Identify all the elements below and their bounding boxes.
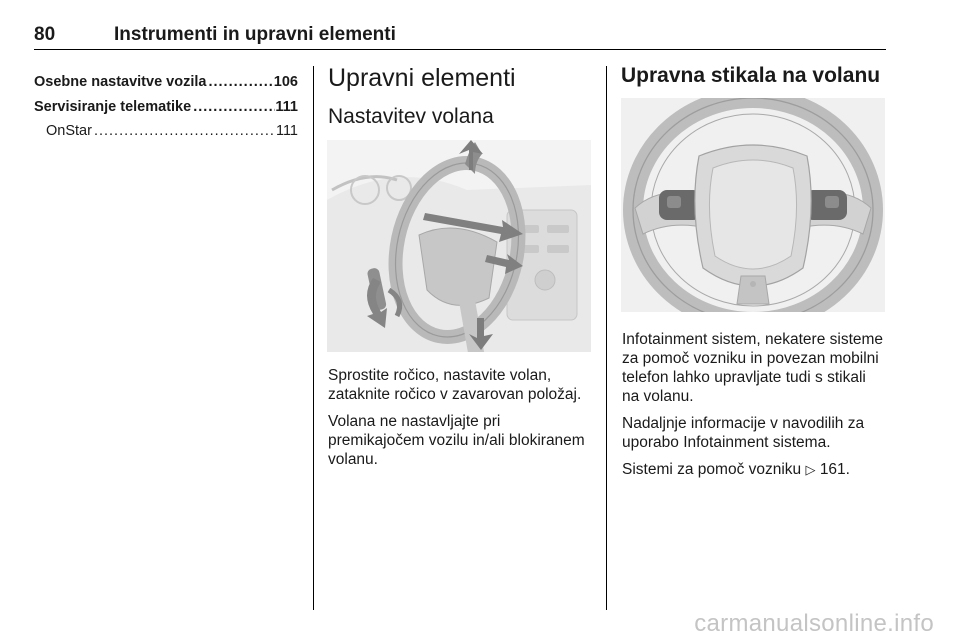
toc-entry-servisiranje-telematike[interactable]	[34, 95, 298, 120]
page-header	[34, 20, 886, 50]
toc-leader-dots	[206, 70, 273, 95]
toc-entry-onstar[interactable]	[34, 120, 298, 142]
paragraph: Nadaljnje informacije v navodilih za uporabo Infotainment sistema.	[622, 415, 865, 451]
paragraph: Infotainment sistem, nekatere sisteme za pomoč vozniku in povezan mobilni telefon lahko upravljate tudi s stikali na volanu.	[622, 331, 884, 405]
toc-leader-dots	[191, 95, 275, 120]
chapter-title: Instrumenti in upravni elementi	[114, 24, 396, 45]
toc-entry-label: OnStar	[46, 123, 92, 139]
cross-reference-label: Sistemi za pomoč vozniku	[622, 461, 802, 478]
toc-entry-osebne-nastavitve[interactable]	[34, 70, 298, 95]
toc-leader-dots	[92, 120, 276, 142]
cross-reference-page: 161.	[819, 461, 850, 478]
steering-adjustment-text	[328, 366, 592, 477]
steering-controls-text	[622, 330, 884, 487]
column-divider-right	[606, 66, 607, 610]
toc-entry-label: Servisiranje telematike	[34, 99, 192, 115]
steering-adjustment-illustration	[327, 140, 591, 352]
toc-entry-page: 111	[275, 99, 298, 115]
toc-entry-page: 106	[273, 74, 298, 90]
header-rule	[34, 49, 886, 50]
triangle-right-outline-icon: ▷	[805, 462, 816, 477]
paragraph: Volana ne nastavljajte pri premikajočem vozilu in/ali blokiranem volanu.	[328, 413, 585, 468]
watermark: carmanualsonline.info	[694, 610, 934, 637]
subsection-heading-steering-adjustment: Nastavitev volana	[328, 105, 494, 128]
section-heading: Upravni elementi	[328, 64, 516, 92]
page-number: 80	[34, 24, 56, 45]
toc-entry-label: Osebne nastavitve vozila	[34, 74, 207, 90]
section-heading-steering-controls: Upravna stikala na volanu	[621, 64, 881, 87]
steering-wheel-controls-illustration	[621, 98, 885, 312]
column-divider-left	[313, 66, 314, 610]
table-of-contents	[34, 70, 298, 142]
cross-reference[interactable]	[622, 460, 884, 479]
toc-entry-page: 111	[275, 123, 298, 139]
paragraph: Sprostite ročico, nastavite volan, zataknite ročico v zavarovan položaj.	[328, 367, 582, 403]
